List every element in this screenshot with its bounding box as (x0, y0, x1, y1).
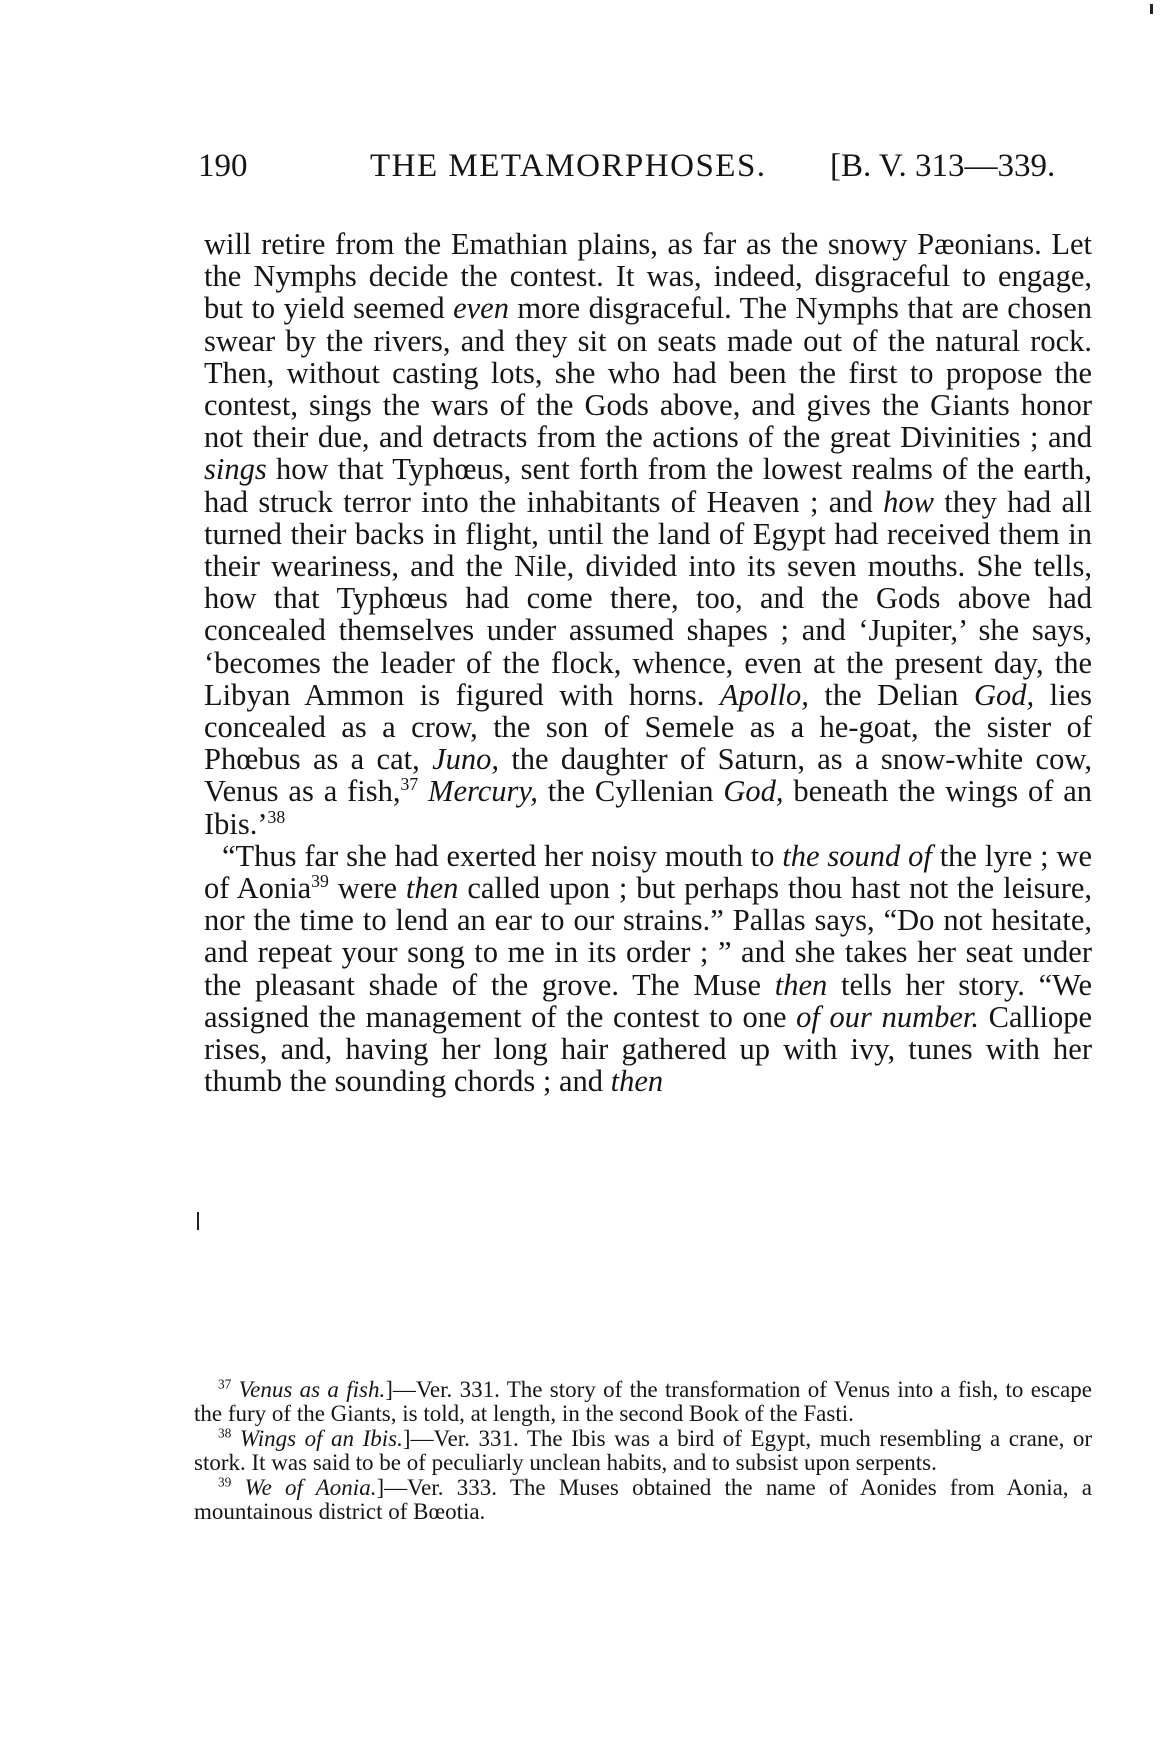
italic-run: God, (973, 677, 1035, 712)
italic-run: even (453, 291, 509, 326)
italic-run: how (883, 484, 934, 519)
text-run: called upon ; but perhaps thou hast not the leisure, nor the time to lend an ear to our strains.” Pallas says, “Do not hesitate, and repeat your song to me in its order ; ” and she takes her seat under the pleasant shade of the grove. The Muse (204, 871, 1093, 1002)
running-title: THE METAMORPHOSES. (370, 148, 767, 184)
italic-run: Juno, (432, 742, 499, 777)
paragraph-1 (204, 228, 1092, 840)
text-run: Calliope rises, and, having her long hair gathered up with ivy, tunes with her thumb the sounding chords ; and (204, 999, 1092, 1099)
footnote-title: Venus as a fish. (238, 1377, 386, 1402)
footnote-number: 39 (218, 1473, 232, 1489)
text-run: the daughter of Saturn, as a snow-white cow, Venus as a fish, (204, 742, 1092, 809)
text-run: they had all turned their backs in flight, until the land of Egypt had received them in their weariness, and the Nile, divided into its seven mouths. She tells, how that Typhœus had come there, too, and the Gods above had concealed themselves under assumed shapes ; and ‘Jupiter,’ she says, ‘becomes the leader of the flock, whence, even at the present day, the Libyan Ammon is figured with horns. (204, 484, 1092, 712)
footnote-text: ]—Ver. 331. The Ibis was a bird of Egypt, much resembling a crane, or stork. It was said to be of peculiarly unclean habits, and to subsist upon serpents. (194, 1425, 1093, 1476)
footnote-38 (194, 1427, 1092, 1476)
italic-run: then (774, 967, 828, 1002)
text-run: how that Typhœus, sent forth from the lowest realms of the earth, had struck terror into the inhabitants of Heaven ; and (204, 452, 1092, 519)
footnote-text: ]—Ver. 331. The story of the transformation of Venus into a fish, to escape the fury of the Giants, is told, at length, in the second Book of the Fasti. (194, 1377, 1093, 1427)
verse-range: [B. V. 313—339. (830, 148, 1056, 184)
footnotes (194, 1378, 1092, 1524)
text-run: the Cyllenian (537, 774, 724, 809)
italic-run: sings (204, 452, 267, 487)
text-run (418, 774, 428, 808)
text-run: lies concealed as a crow, the son of Semele as a he-goat, the sister of Phœbus as a cat, (204, 677, 1093, 777)
footnote-number: 37 (218, 1376, 232, 1392)
italic-run: God, (723, 774, 784, 809)
footnote-text: ]—Ver. 333. The Muses obtained the name of Aonides from Aonia, a mountainous district of Bœotia. (194, 1474, 1092, 1525)
footnote-ref-39[interactable]: 39 (311, 870, 329, 891)
text-run: will retire from the Emathian plains, as far as the snowy Pæonians. Let the Nymphs decide the contest. It was, indeed, disgraceful to engage, but to yield seemed (204, 227, 1092, 326)
text-run: beneath the wings of an Ibis.’ (204, 774, 1093, 841)
text-run: tells her story. “We assigned the management of the contest to one (204, 967, 1092, 1034)
corner-speck (1150, 4, 1153, 14)
text-run: the lyre ; we of Aonia (204, 838, 1092, 906)
italic-run: Apollo, (719, 677, 809, 712)
margin-mark (197, 1212, 199, 1230)
paragraph-2 (204, 840, 1092, 1098)
running-header (198, 148, 1088, 196)
footnote-title: Wings of an Ibis. (239, 1425, 403, 1451)
footnote-ref-38[interactable]: 38 (267, 806, 286, 827)
footnote-37 (194, 1378, 1092, 1427)
text-run: more disgraceful. The Nymphs that are chosen swear by the rivers, and they sit on seats made out of the natural rock. Then, without casting lots, she who had been the first to propose the contest, sings the wars of the Gods above, and gives the Giants honor not their due, and detracts from the actions of the great Divinities ; and (204, 291, 1093, 455)
text-run: “Thus far she had exerted her noisy mouth to (222, 838, 783, 873)
footnote-title: We of Aonia. (244, 1474, 377, 1500)
page-number: 190 (198, 148, 248, 184)
text-run: were (328, 871, 406, 906)
footnote-ref-37[interactable]: 37 (400, 774, 419, 795)
italic-run: Mercury, (428, 774, 538, 809)
footnote-39 (194, 1473, 1092, 1525)
main-text (204, 228, 1092, 1097)
italic-run: then (610, 1064, 664, 1099)
italic-run: then (405, 871, 459, 906)
italic-run: the sound of (782, 838, 932, 873)
italic-run: of our number. (796, 999, 979, 1034)
footnote-number: 38 (218, 1425, 232, 1441)
text-run: the Delian (808, 677, 974, 712)
